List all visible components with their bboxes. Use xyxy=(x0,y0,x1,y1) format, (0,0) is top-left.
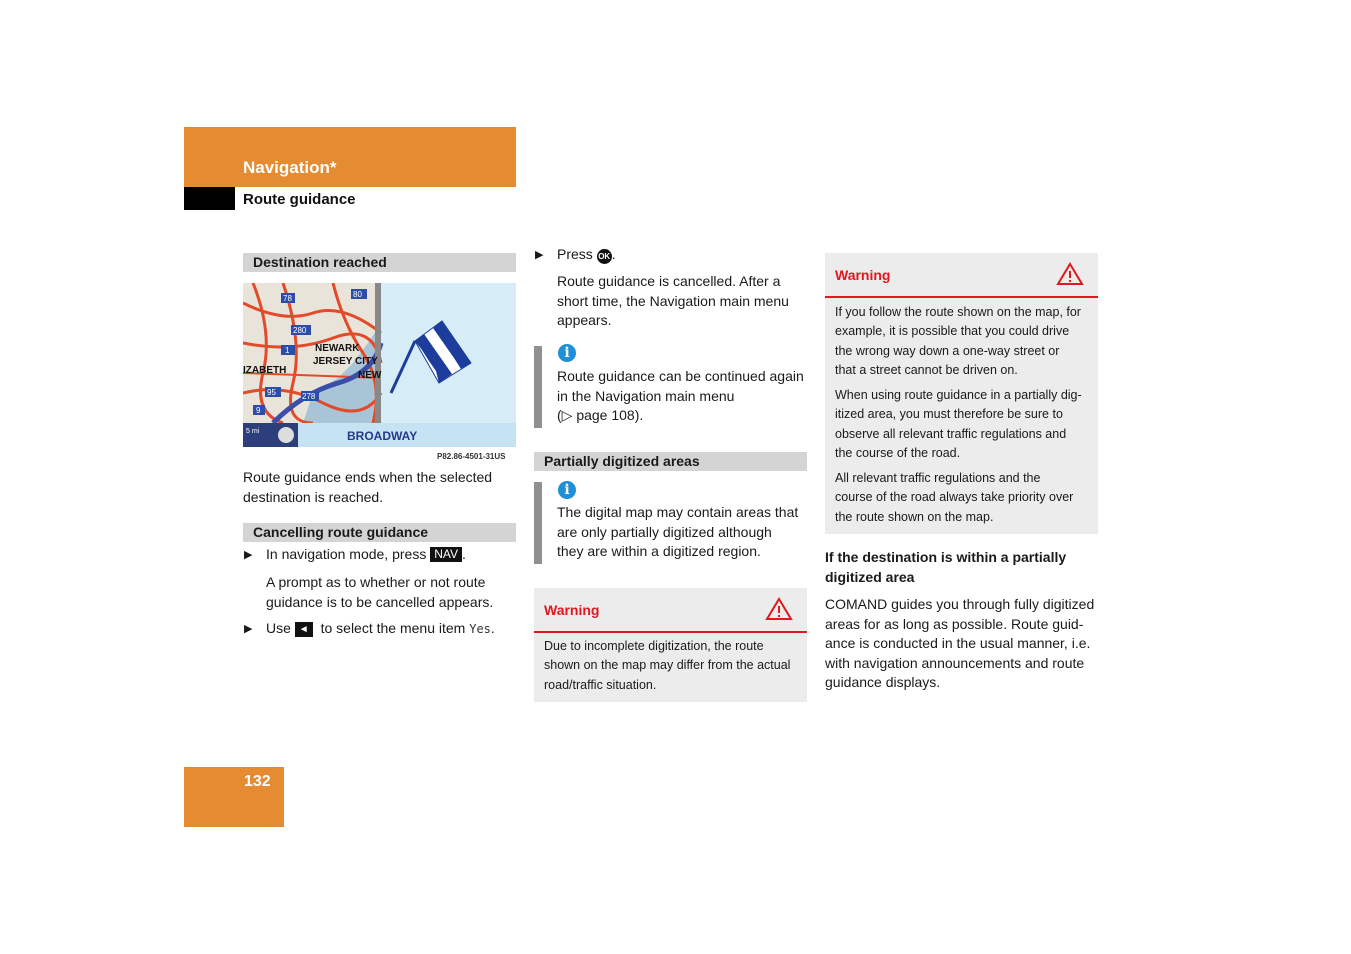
figure-code: P82.86-4501-31US xyxy=(437,452,506,461)
warning-box-digitization xyxy=(534,588,807,702)
section-heading-partial: Partially digitized areas xyxy=(534,452,807,471)
bullet-triangle-icon: ▶ xyxy=(244,623,253,635)
map-shield-78: 78 xyxy=(283,294,292,303)
text-line: the course of the road. xyxy=(835,445,961,460)
text-line: Route guidance can be continued again xyxy=(557,368,804,384)
map-shield-280: 280 xyxy=(293,326,307,335)
warning-paragraph-2 xyxy=(835,386,1082,463)
comand-guidance-text xyxy=(825,595,1094,693)
step-select-yes xyxy=(266,619,495,640)
text-line: A prompt as to whether or not route xyxy=(266,574,486,590)
ok-key-icon: OK xyxy=(597,249,612,264)
info-icon: i xyxy=(558,481,576,499)
text-line: Route guidance is cancelled. After a xyxy=(557,273,781,289)
header-black-tab xyxy=(184,187,235,210)
text-line: observe all relevant traffic regulations and xyxy=(835,426,1067,441)
info-sidebar xyxy=(534,482,542,564)
text-line: example, it is possible that you could drive xyxy=(835,324,1070,339)
section-title: Route guidance xyxy=(243,191,356,208)
bullet-triangle-icon: ▶ xyxy=(244,549,253,561)
step-text: Use xyxy=(266,620,291,636)
text-line: guidance displays. xyxy=(825,674,941,690)
map-scale-label: 5 mi xyxy=(246,428,260,435)
map-street-name: BROADWAY xyxy=(347,429,418,443)
warning-text xyxy=(544,637,790,695)
map-shield-95: 95 xyxy=(267,388,276,397)
text-line: destination is reached. xyxy=(243,488,384,505)
section-heading-destination: Destination reached xyxy=(243,253,516,272)
text-line: digitized area xyxy=(825,568,915,585)
text-line: Due to incomplete digitization, the route xyxy=(544,639,764,653)
step-press-nav xyxy=(266,545,466,565)
text-line: the wrong way down a one-way street or xyxy=(835,343,1060,358)
warning-title: Warning xyxy=(544,602,600,618)
destination-reached-text xyxy=(243,468,492,507)
text-line: The digital map may contain areas that xyxy=(557,504,799,520)
map-shield-278: 278 xyxy=(302,392,316,401)
bullet-triangle-icon: ▶ xyxy=(535,249,544,261)
step-text: to select the menu item xyxy=(320,620,466,636)
text-line: course of the road always take priority over xyxy=(835,490,1074,505)
step-punct: . xyxy=(611,246,616,262)
text-line: areas for as long as possible. Route guid- xyxy=(825,615,1084,632)
step-punct: . xyxy=(490,620,495,636)
step-text: Press xyxy=(557,246,593,262)
menu-item-yes: Yes xyxy=(469,622,491,636)
info-sidebar xyxy=(534,346,542,428)
info-partial-text xyxy=(557,503,798,562)
map-illustration xyxy=(243,283,516,447)
text-line: in the Navigation main menu xyxy=(557,387,735,404)
step-result-cancelled xyxy=(557,272,789,331)
map-screenshot xyxy=(243,283,516,447)
text-line: When using route guidance in a partially dig- xyxy=(835,388,1082,402)
warning-paragraph-1 xyxy=(835,303,1081,380)
map-label-jersey-city: JERSEY CITY xyxy=(313,356,378,367)
info-continue-text xyxy=(557,367,804,426)
text-line: If you follow the route shown on the map, for xyxy=(835,305,1081,319)
text-line: shown on the map may differ from the actual xyxy=(544,658,791,673)
warning-triangle-icon xyxy=(765,597,793,621)
page-number: 132 xyxy=(244,773,271,790)
warning-divider xyxy=(825,296,1098,298)
text-line: are only partially digitized although xyxy=(557,523,772,540)
text-line: road/traffic situation. xyxy=(544,677,657,692)
warning-box-route xyxy=(825,253,1098,534)
map-shield-80: 80 xyxy=(353,290,362,299)
text-line: with navigation announcements and route xyxy=(825,654,1085,671)
step-result-prompt xyxy=(266,573,493,612)
left-arrow-key-icon: ◄ xyxy=(295,622,313,637)
step-punct: . xyxy=(462,546,466,562)
step-press-ok xyxy=(557,245,616,265)
text-line: ance is conducted in the usual manner, i.e. xyxy=(825,635,1091,651)
header-band xyxy=(184,127,516,187)
section-heading-cancelling: Cancelling route guidance xyxy=(243,523,516,542)
text-line: they are within a digitized region. xyxy=(557,543,761,559)
text-line: All relevant traffic regulations and the xyxy=(835,471,1041,485)
map-shield-1: 1 xyxy=(285,346,290,355)
text-line: guidance is to be cancelled appears. xyxy=(266,593,494,610)
text-line: appears. xyxy=(557,312,612,328)
warning-title: Warning xyxy=(835,267,891,283)
map-label-newark: NEWARK xyxy=(315,343,360,354)
text-line: If the destination is within a partially xyxy=(825,549,1067,565)
map-label-elizabeth: IZABETH xyxy=(243,365,287,376)
text-line: COMAND guides you through fully digitized xyxy=(825,596,1095,612)
warning-divider xyxy=(534,631,807,633)
warning-triangle-icon xyxy=(1056,262,1084,286)
subheading-partial-destination xyxy=(825,548,1066,587)
page-reference: (▷ page 108). xyxy=(557,407,644,423)
nav-key-icon: NAV xyxy=(430,547,462,562)
text-line: short time, the Navigation main menu xyxy=(557,292,789,309)
text-line: the route shown on the map. xyxy=(835,509,994,524)
chapter-title: Navigation* xyxy=(243,158,337,177)
map-label-new: NEW xyxy=(358,370,382,381)
text-line: itized area, you must therefore be sure to xyxy=(835,407,1063,422)
info-icon: i xyxy=(558,344,576,362)
step-text: In navigation mode, press xyxy=(266,546,427,562)
text-line: Route guidance ends when the selected xyxy=(243,469,493,485)
text-line: that a street cannot be driven on. xyxy=(835,362,1018,377)
warning-paragraph-3 xyxy=(835,469,1073,527)
map-shield-9: 9 xyxy=(256,406,261,415)
